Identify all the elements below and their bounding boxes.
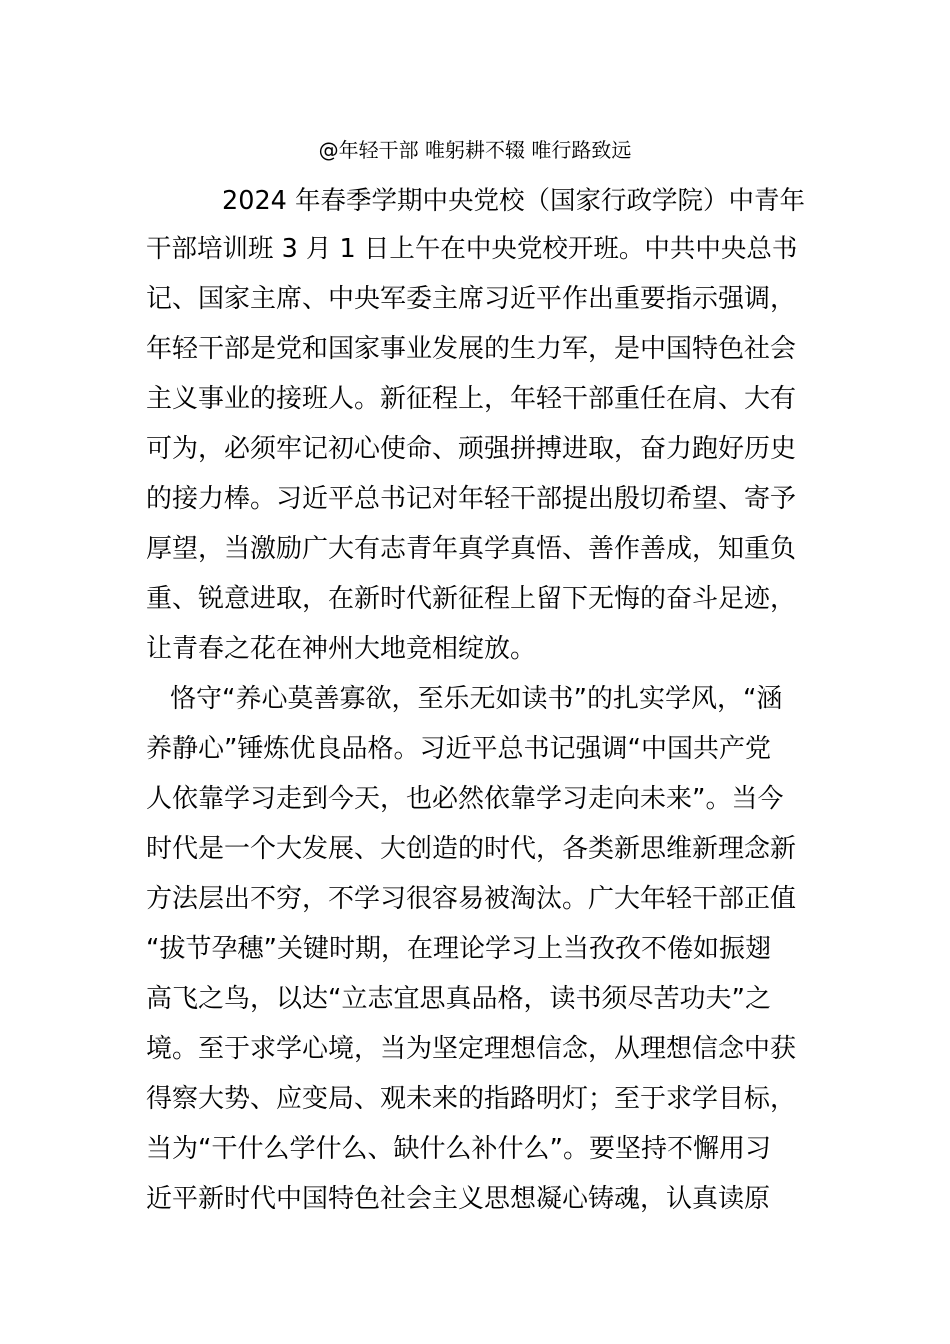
paragraph-line: 高飞之鸟，以达“立志宜思真品格，读书须尽苦功夫”之 <box>146 984 771 1014</box>
paragraph-line: 重、锐意进取，在新时代新征程上留下无悔的奋斗足迹， <box>146 584 797 614</box>
paragraph-line: 的接力棒。习近平总书记对年轻干部提出殷切希望、寄予 <box>146 484 797 514</box>
paragraph-line: 当为“干什么学什么、缺什么补什么”。要坚持不懈用习 <box>146 1134 771 1164</box>
document-title: @年轻干部 唯躬耕不辍 唯行路致远 <box>318 138 632 162</box>
paragraph-line: 境。至于求学心境，当为坚定理想信念，从理想信念中获 <box>146 1034 797 1064</box>
paragraph-line: 近平新时代中国特色社会主义思想凝心铸魂，认真读原 <box>146 1184 771 1214</box>
paragraph-line: 可为，必须牢记初心使命、顽强拼搏进取，奋力跑好历史 <box>146 434 797 464</box>
paragraph-line: 记、国家主席、中央军委主席习近平作出重要指示强调， <box>146 284 797 314</box>
paragraph-line: 2024 年春季学期中央党校（国家行政学院）中青年 <box>222 186 806 216</box>
paragraph-line: 得察大势、应变局、观未来的指路明灯；至于求学目标， <box>146 1084 797 1114</box>
paragraph-line: 让青春之花在神州大地竞相绽放。 <box>146 634 537 664</box>
paragraph-line: 干部培训班 3 月 1 日上午在中央党校开班。中共中央总书 <box>146 234 798 264</box>
paragraph-line: 主义事业的接班人。新征程上，年轻干部重任在肩、大有 <box>146 384 797 414</box>
paragraph-line: 养静心”锤炼优良品格。习近平总书记强调“中国共产党 <box>146 734 771 764</box>
paragraph-line: 厚望，当激励广大有志青年真学真悟、善作善成，知重负 <box>146 534 797 564</box>
paragraph-line: 年轻干部是党和国家事业发展的生力军，是中国特色社会 <box>146 334 797 364</box>
paragraph-line: 人依靠学习走到今天，也必然依靠学习走向未来”。当今 <box>146 784 784 814</box>
paragraph-line: 恪守“养心莫善寡欲，至乐无如读书”的扎实学风，“涵 <box>170 684 783 714</box>
paragraph-line: “拔节孕穗”关键时期，在理论学习上当孜孜不倦如振翅 <box>146 934 771 964</box>
paragraph-line: 方法层出不穷，不学习很容易被淘汰。广大年轻干部正值 <box>146 884 797 914</box>
paragraph-line: 时代是一个大发展、大创造的时代，各类新思维新理念新 <box>146 834 797 864</box>
